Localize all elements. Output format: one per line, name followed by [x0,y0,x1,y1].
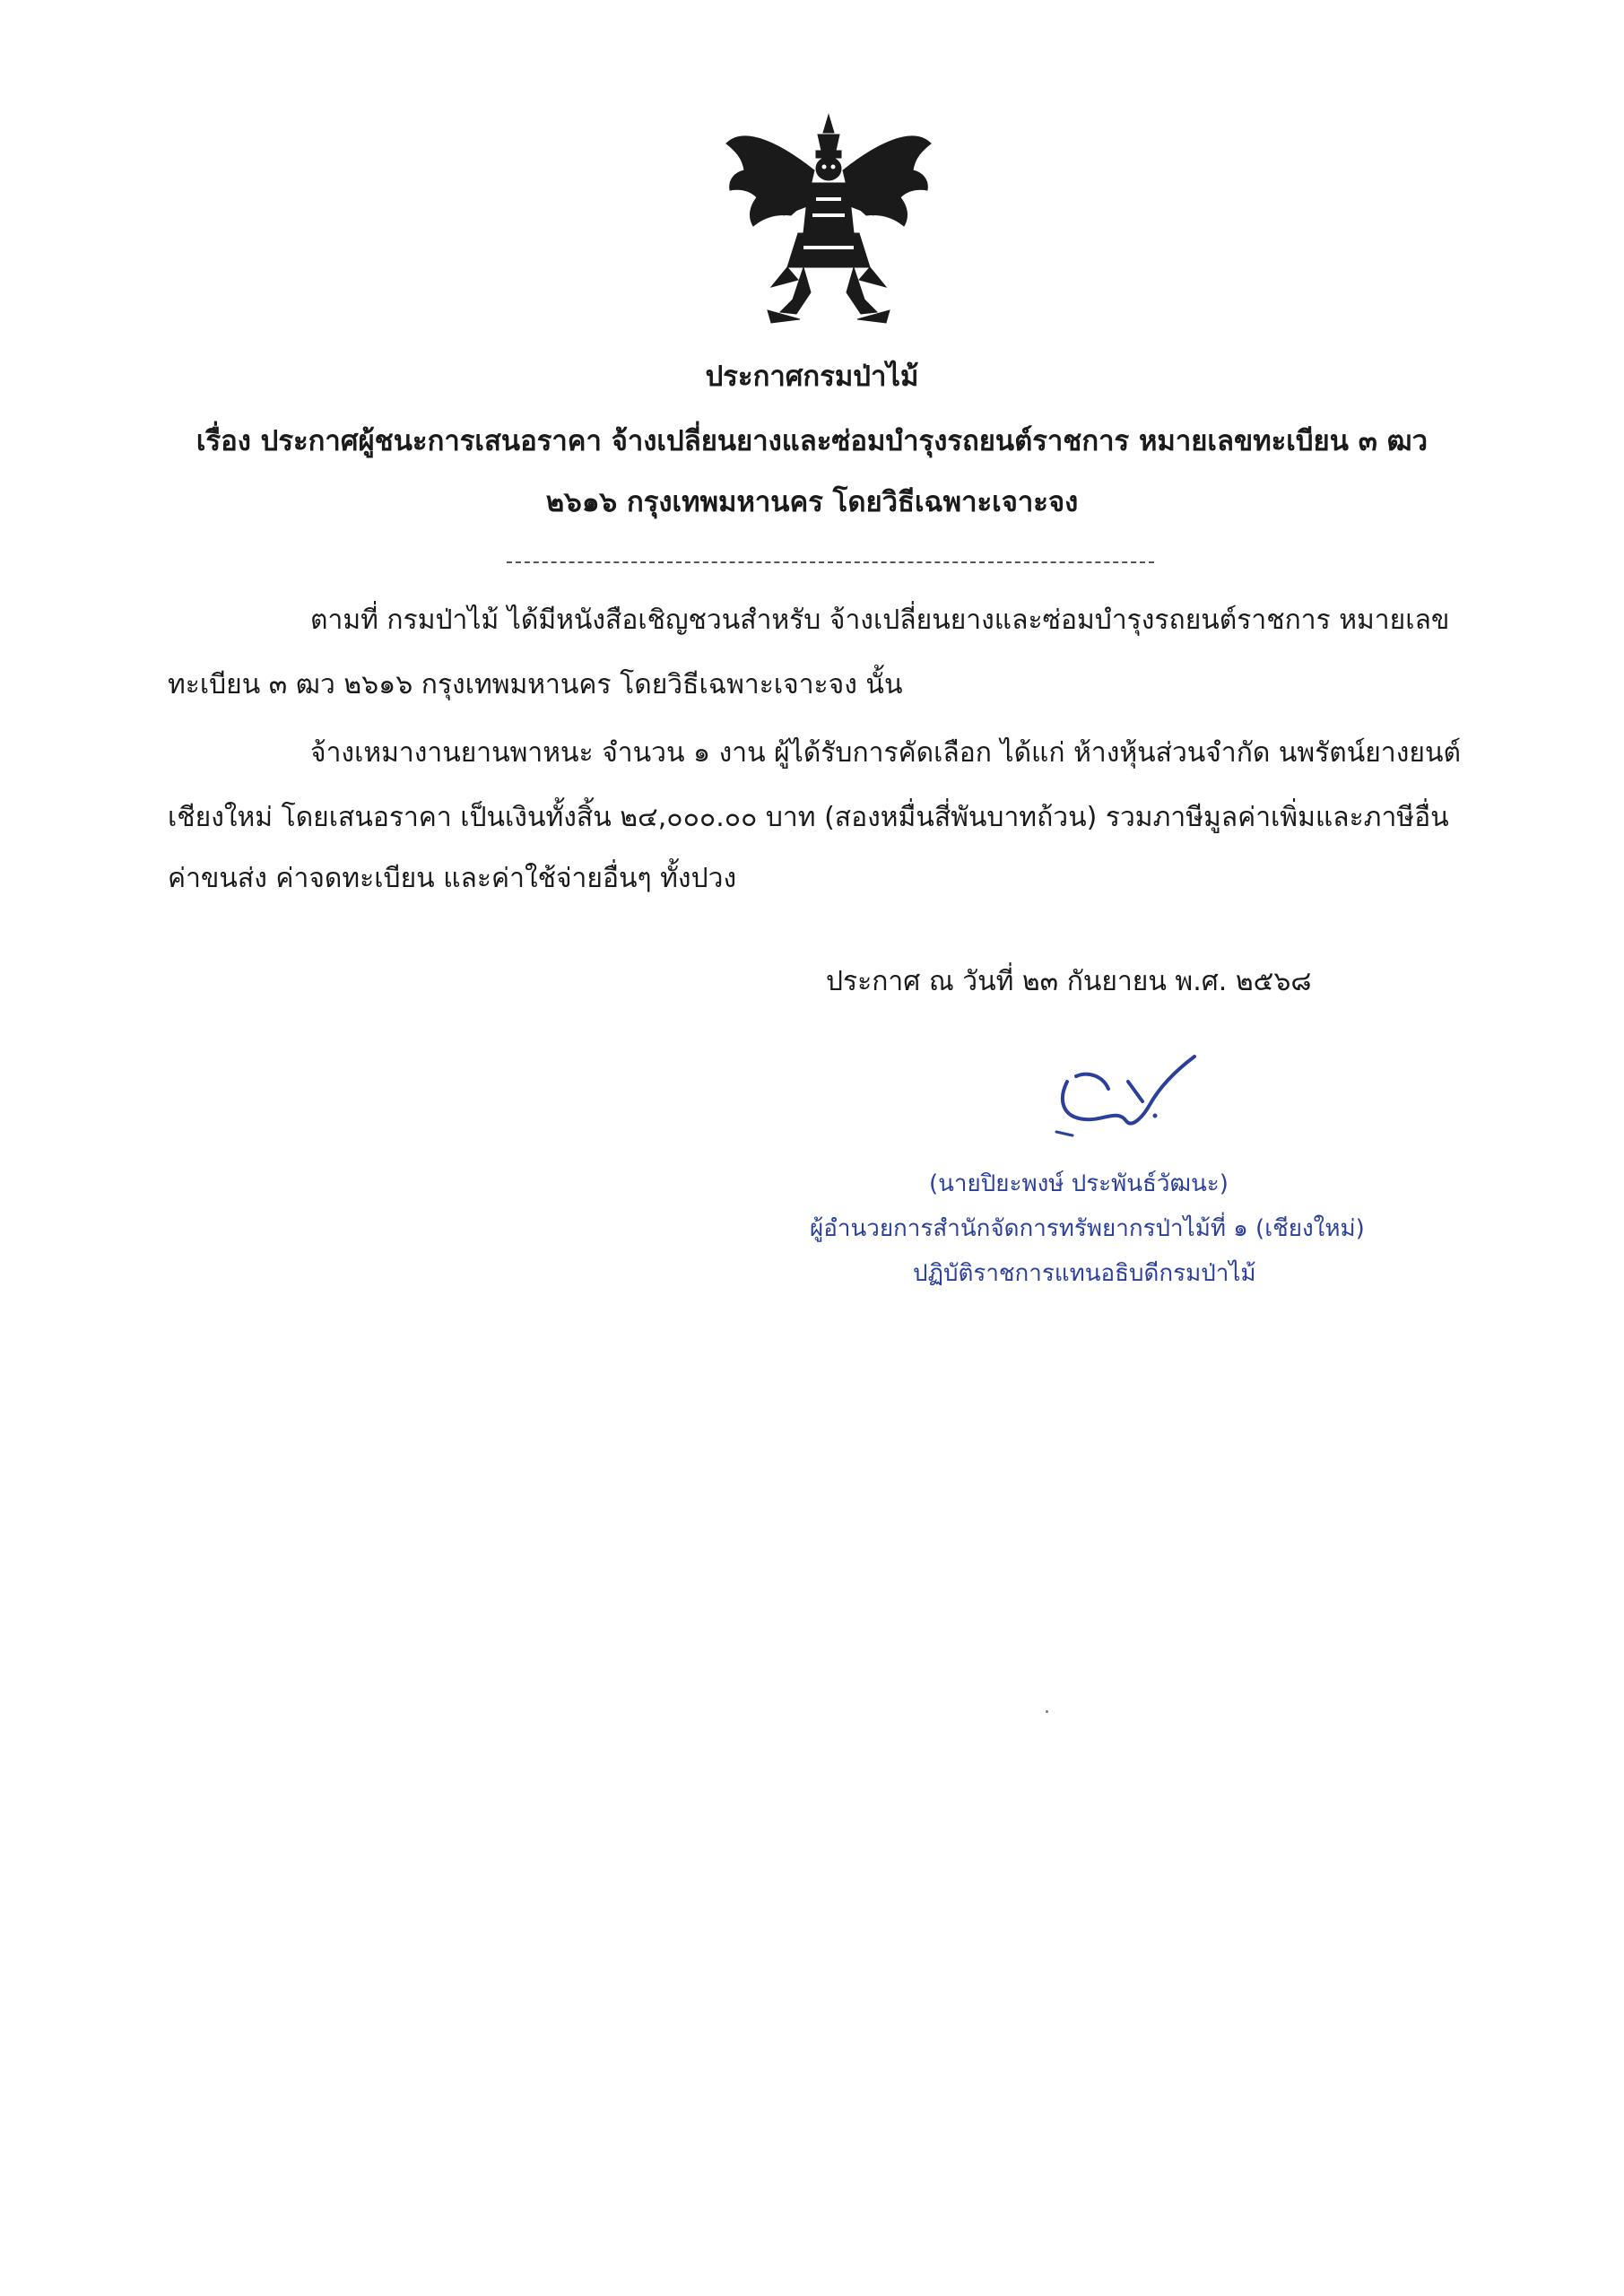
signature-icon [1049,1046,1202,1144]
document-title: ประกาศกรมป่าไม้ [705,361,919,393]
divider-line [507,561,1154,563]
scan-speck [1046,1710,1048,1713]
paragraph-2-line-3: ค่าขนส่ง ค่าจดทะเบียน และค่าใช้จ่ายอื่นๆ ทั้งปวง [168,863,737,894]
paragraph-1-line-2: ทะเบียน ๓ ฒว ๒๖๑๖ กรุงเทพมหานคร โดยวิธีเฉพาะเจาะจง นั้น [168,669,903,700]
garuda-emblem-icon [717,108,940,341]
paragraph-1-line-1: ตามที่ กรมป่าไม้ ได้มีหนังสือเชิญชวนสำหรับ จ้างเปลี่ยนยางและซ่อมบำรุงรถยนต์ราชการ หมายเลข [310,604,1450,636]
subject-line-2: ๒๖๑๖ กรุงเทพมหานคร โดยวิธีเฉพาะเจาะจง [545,486,1079,518]
signatory-position: ผู้อำนวยการสำนักจัดการทรัพยากรป่าไม้ที่ ๑ (เชียงใหม่) [810,1215,1365,1242]
signatory-name: (นายปิยะพงษ์ ประพันธ์วัฒนะ) [929,1170,1229,1197]
announcement-date: ประกาศ ณ วันที่ ๒๓ กันยายน พ.ศ. ๒๕๖๘ [826,966,1312,997]
subject-line-1: เรื่อง ประกาศผู้ชนะการเสนอราคา จ้างเปลี่ยนยางและซ่อมบำรุงรถยนต์ราชการ หมายเลขทะเบียน ๓ ฒว [195,425,1429,457]
paragraph-2-line-1: จ้างเหมางานยานพาหนะ จำนวน ๑ งาน ผู้ได้รับการคัดเลือก ได้แก่ ห้างหุ้นส่วนจำกัด นพรัตน์ยางยนต์ [310,737,1461,769]
paragraph-2-line-2: เชียงใหม่ โดยเสนอราคา เป็นเงินทั้งสิ้น ๒๔,๐๐๐.๐๐ บาท (สองหมื่นสี่พันบาทถ้วน) รวมภาษีมูลค่าเพิ่มและภาษีอื่น [168,802,1449,833]
signatory-acting-for: ปฏิบัติราชการแทนอธิบดีกรมป่าไม้ [913,1260,1256,1287]
